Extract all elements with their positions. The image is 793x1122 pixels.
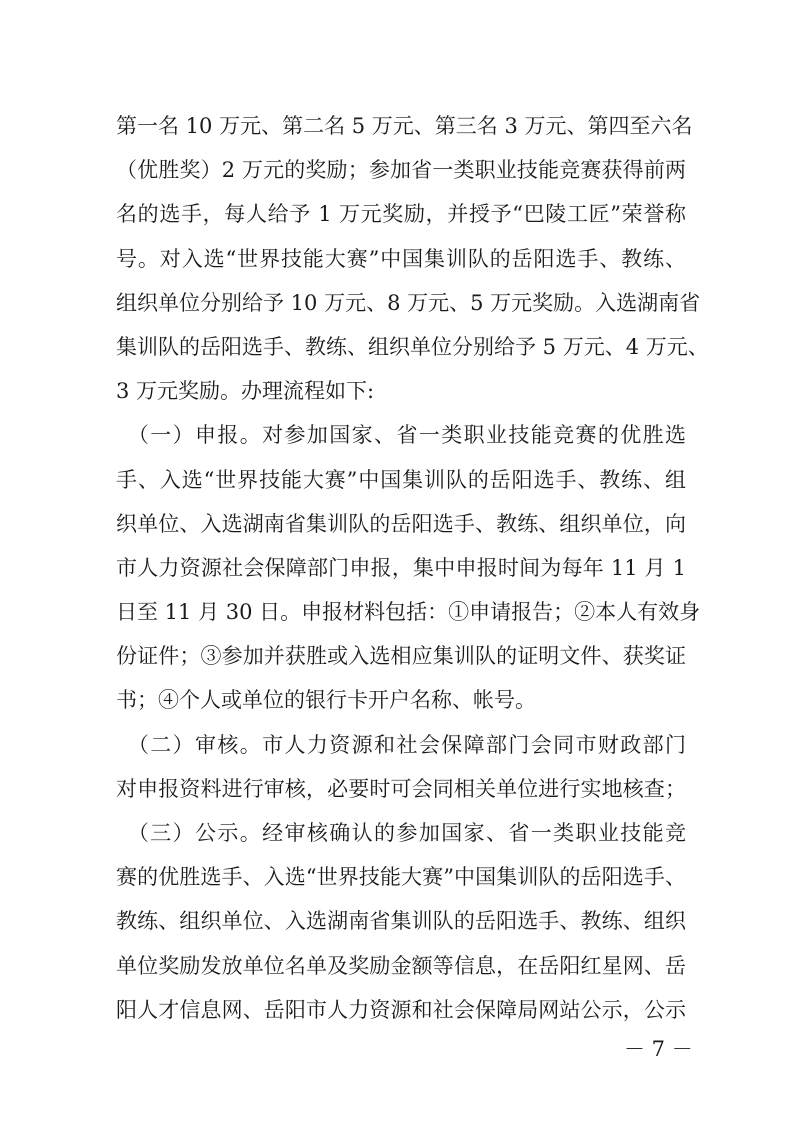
- text-line: 份证件；③参加并获胜或入选相应集训队的证明文件、获奖证: [116, 644, 686, 669]
- text-line: 市人力资源社会保障部门申报，集中申报时间为每年 11 月 1: [116, 555, 686, 580]
- text-line: 号。对入选“世界技能大赛”中国集训队的岳阳选手、教练、: [116, 246, 686, 271]
- text-line: 组织单位分别给予 10 万元、8 万元、5 万元奖励。入选湖南省: [116, 290, 701, 315]
- text-line: 书；④个人或单位的银行卡开户名称、帐号。: [116, 688, 536, 713]
- text-line: 教练、组织单位、入选湖南省集训队的岳阳选手、教练、组织: [116, 909, 686, 934]
- text-line: （一）申报。对参加国家、省一类职业技能竞赛的优胜选: [116, 423, 686, 448]
- text-line: 名的选手，每人给予 1 万元奖励，并授予“巴陵工匠”荣誉称: [116, 202, 686, 227]
- text-line: 3 万元奖励。办理流程如下:: [116, 379, 375, 404]
- text-line: 单位奖励发放单位名单及奖励金额等信息，在岳阳红星网、岳: [116, 953, 686, 978]
- page-number: － 7 －: [624, 1037, 693, 1061]
- text-line: 日至 11 月 30 日。申报材料包括：①申请报告；②本人有效身: [116, 600, 701, 625]
- text-line: 集训队的岳阳选手、教练、组织单位分别给予 5 万元、4 万元、: [116, 334, 709, 359]
- text-line: 阳人才信息网、岳阳市人力资源和社会保障局网站公示，公示: [116, 997, 686, 1022]
- text-line: （二）审核。市人力资源和社会保障部门会同市财政部门: [116, 732, 686, 757]
- text-line: （优胜奖）2 万元的奖励；参加省一类职业技能竞赛获得前两: [116, 158, 686, 183]
- text-line: 对申报资料进行审核，必要时可会同相关单位进行实地核查；: [116, 776, 686, 801]
- text-line: 赛的优胜选手、入选“世界技能大赛”中国集训队的岳阳选手、: [116, 865, 686, 890]
- text-line: 手、入选“世界技能大赛”中国集训队的岳阳选手、教练、组: [116, 467, 686, 492]
- text-line: 织单位、入选湖南省集训队的岳阳选手、教练、组织单位，向: [116, 511, 686, 536]
- text-line: （三）公示。经审核确认的参加国家、省一类职业技能竞: [116, 821, 686, 845]
- body-text: [116, 104, 709, 1032]
- text-line: 第一名 10 万元、第二名 5 万元、第三名 3 万元、第四至六名: [116, 114, 693, 138]
